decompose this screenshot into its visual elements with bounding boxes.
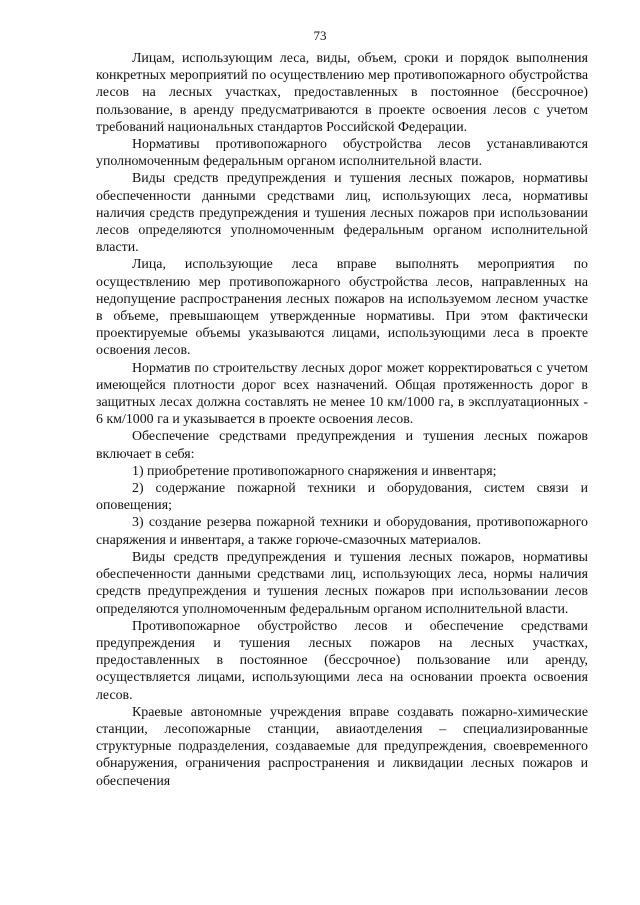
list-item-2: 2) содержание пожарной техники и оборудования, систем связи и оповещения; [96,481,588,514]
paragraph-equipment-norms-repeat: Виды средств предупреждения и тушения лесных пожаров, нормативы обеспеченности данными средствами лиц, использующих леса, нормы наличия средств предупреждения и тушения лесных пожаров при использовании лесов определяются уполномоченным федеральным органом исполнительной власти. [96,549,588,617]
paragraph-fire-equipment-norms: Виды средств предупреждения и тушения лесных пожаров, нормативы обеспеченности данными средствами лиц, использующих леса, нормативы наличия средств предупреждения и тушения лесных пожаров при использовании лесов определяются уполномоченным федеральным органом исполнительной власти. [96,171,588,256]
list-item-1: 1) приобретение противопожарного снаряжения и инвентаря; [132,463,497,479]
paragraph-excess-measures: Лица, использующие леса вправе выполнять мероприятия по осуществлению мер противопожарного обустройства лесов, направленных на недопущение распространения лесных пожаров на используемом лесном участке в объеме, превышающем утвержденные нормативы. При этом фактически проектируемые объемы указываются лицами, использующими леса в проекте освоения лесов. [96,257,588,359]
paragraph-lease-fire-measures: Лицам, использующим леса, виды, объем, сроки и порядок выполнения конкретных мероприятий по осуществлению мер противопожарного обустройства лесов на лесных участках, предоставленных в постоянное (бессрочное) пользование, в аренду предусматриваются в проекте освоения лесов с учетом требований национальных стандартов Российской Федерации. [96,51,588,135]
list-item-3: 3) создание резерва пожарной техники и оборудования, противопожарного снаряжения и инвентаря, а также горюче-смазочных материалов. [96,515,588,548]
paragraph-forest-roads: Норматив по строительству лесных дорог может корректироваться с учетом имеющейся плотности дорог всех назначений. Общая протяженность дорог в защитных лесах должна составлять не менее 10 км/1000 га, в эксплуатационных - 6 км/1000 га и указывается в проекте освоения лесов. [96,360,588,428]
paragraph-provision-intro: Обеспечение средствами предупреждения и тушения лесных пожаров включает в себя: [96,429,588,462]
page-number: 73 [313,28,327,43]
document-body [96,50,588,790]
paragraph-lease-implementation: Противопожарное обустройство лесов и обеспечение средствами предупреждения и тушения лесных пожаров на лесных участках, предоставленных в постоянное (бессрочное) пользование или аренду, осуществляется лицами, использующими леса на основании проекта освоения лесов. [96,618,588,703]
paragraph-regional-institutions: Краевые автономные учреждения вправе создавать пожарно-химические станции, лесопожарные станции, авиаотделения – специализированные структурные подразделения, создаваемые для предупреждения, своевременного обнаружения, ограничения распространения и ликвидации лесных пожаров и обеспечения [96,704,588,789]
paragraph-fire-norms-authority: Нормативы противопожарного обустройства лесов устанавливаются уполномоченным федеральным органом исполнительной власти. [96,137,588,170]
